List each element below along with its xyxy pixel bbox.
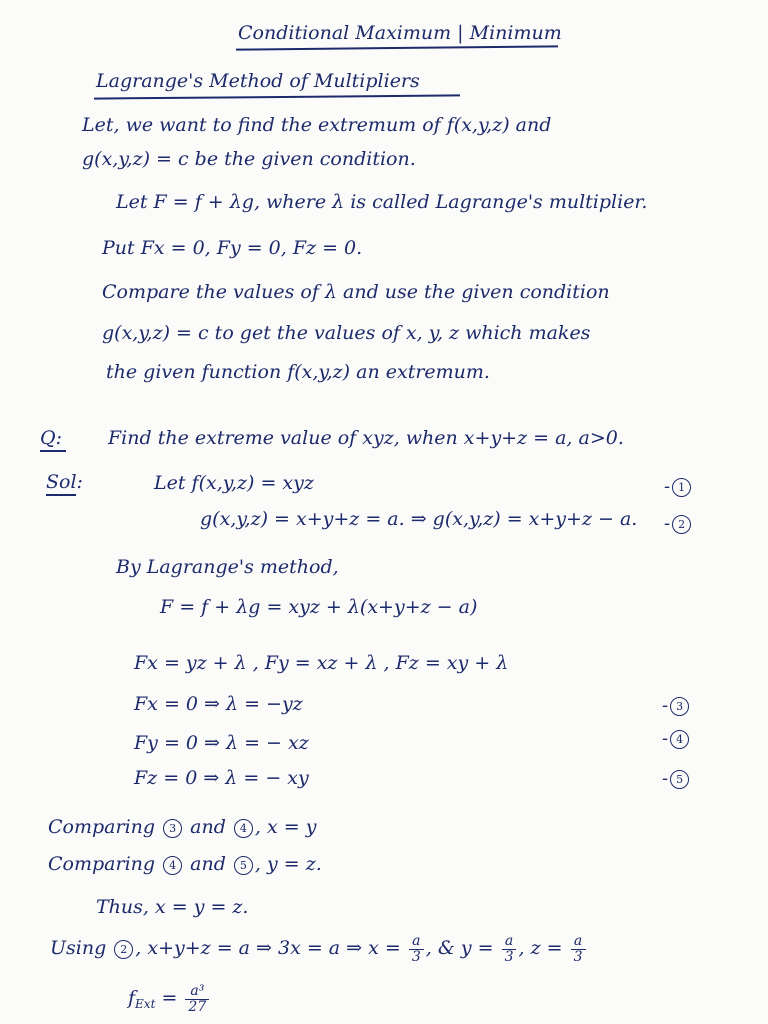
comparing-line-2 [48, 855, 322, 875]
and-word: and [190, 853, 226, 875]
equation-2: g(x,y,z) = x+y+z = a. ⇒ g(x,y,z) = x+y+z − a. [200, 508, 638, 530]
equation-tag-4: - 4 [662, 728, 691, 749]
using-steps: , x+y+z = a ⇒ 3x = a ⇒ x = [135, 937, 401, 960]
comparing-word: Comparing [48, 816, 156, 838]
fraction-z: $\frac{a}{3}$ [571, 934, 586, 964]
equation-1: Let f(x,y,z) = xyz [154, 472, 314, 494]
section-heading-underline [94, 94, 460, 99]
equation-tag-5: - 5 [662, 768, 691, 789]
title-underline [236, 45, 558, 50]
equation-tag-2: - 2 [664, 513, 693, 534]
fx-zero-line: Fx = 0 ⇒ λ = −yz [134, 693, 303, 715]
fraction-y: $\frac{a}{3}$ [502, 934, 517, 964]
solution-label: Sol: [46, 471, 83, 493]
ref-tag: 4 [163, 856, 182, 875]
fraction-x: $\frac{a}{3}$ [409, 934, 424, 964]
method-line-6: g(x,y,z) = c to get the values of x, y, z which makes [102, 322, 591, 344]
comparing-result: , x = y [254, 816, 317, 838]
extremum-fraction: $\frac{\text{a³}}{27}$ [185, 984, 209, 1014]
extremum-result [128, 984, 211, 1014]
method-line-2: g(x,y,z) = c be the given condition. [82, 148, 416, 170]
question-label: Q: [40, 427, 62, 449]
question-text: Find the extreme value of xyz, when x+y+z = a, a>0. [108, 427, 624, 449]
comparing-line-1 [48, 818, 316, 838]
method-line-1: Let, we want to find the extremum of f(x,y,z) and [82, 114, 552, 136]
question-label-underline [40, 450, 66, 452]
comparing-word: Comparing [48, 853, 156, 875]
ext-subscript: Ext [135, 997, 156, 1012]
fz-zero-line: Fz = 0 ⇒ λ = − xy [134, 767, 309, 789]
solution-label-underline [46, 494, 76, 496]
and-y-text: , & y = [425, 937, 494, 960]
f-symbol: f [128, 987, 136, 1010]
ref-tag: 5 [234, 856, 253, 875]
method-line-3: Let F = f + λg, where λ is called Lagrange's multiplier. [116, 191, 648, 213]
ref-tag: 2 [114, 940, 133, 959]
equation-tag-1: - 1 [664, 476, 693, 497]
comparing-result: , y = z. [254, 853, 322, 875]
ref-tag: 4 [234, 819, 253, 838]
using-word: Using [50, 937, 107, 960]
method-line-4: Put Fx = 0, Fy = 0, Fz = 0. [102, 237, 363, 259]
using-line [50, 934, 588, 964]
section-heading: Lagrange's Method of Multipliers [96, 70, 420, 92]
and-word: and [190, 816, 226, 838]
partial-derivatives: Fx = yz + λ , Fy = xz + λ , Fz = xy + λ [134, 652, 509, 674]
lagrange-method-line: By Lagrange's method, [116, 556, 339, 578]
equation-tag-3: - 3 [662, 695, 691, 716]
ref-tag: 3 [163, 819, 182, 838]
fy-zero-line: Fy = 0 ⇒ λ = − xz [134, 732, 309, 754]
method-line-7: the given function f(x,y,z) an extremum. [106, 361, 490, 383]
z-text: , z = [518, 937, 563, 960]
page-title: Conditional Maximum | Minimum [238, 22, 562, 44]
thus-line: Thus, x = y = z. [96, 896, 249, 918]
method-line-5: Compare the values of λ and use the given condition [102, 281, 610, 303]
equals-sign: = [161, 987, 178, 1010]
lagrangian-function: F = f + λg = xyz + λ(x+y+z − a) [160, 596, 478, 618]
